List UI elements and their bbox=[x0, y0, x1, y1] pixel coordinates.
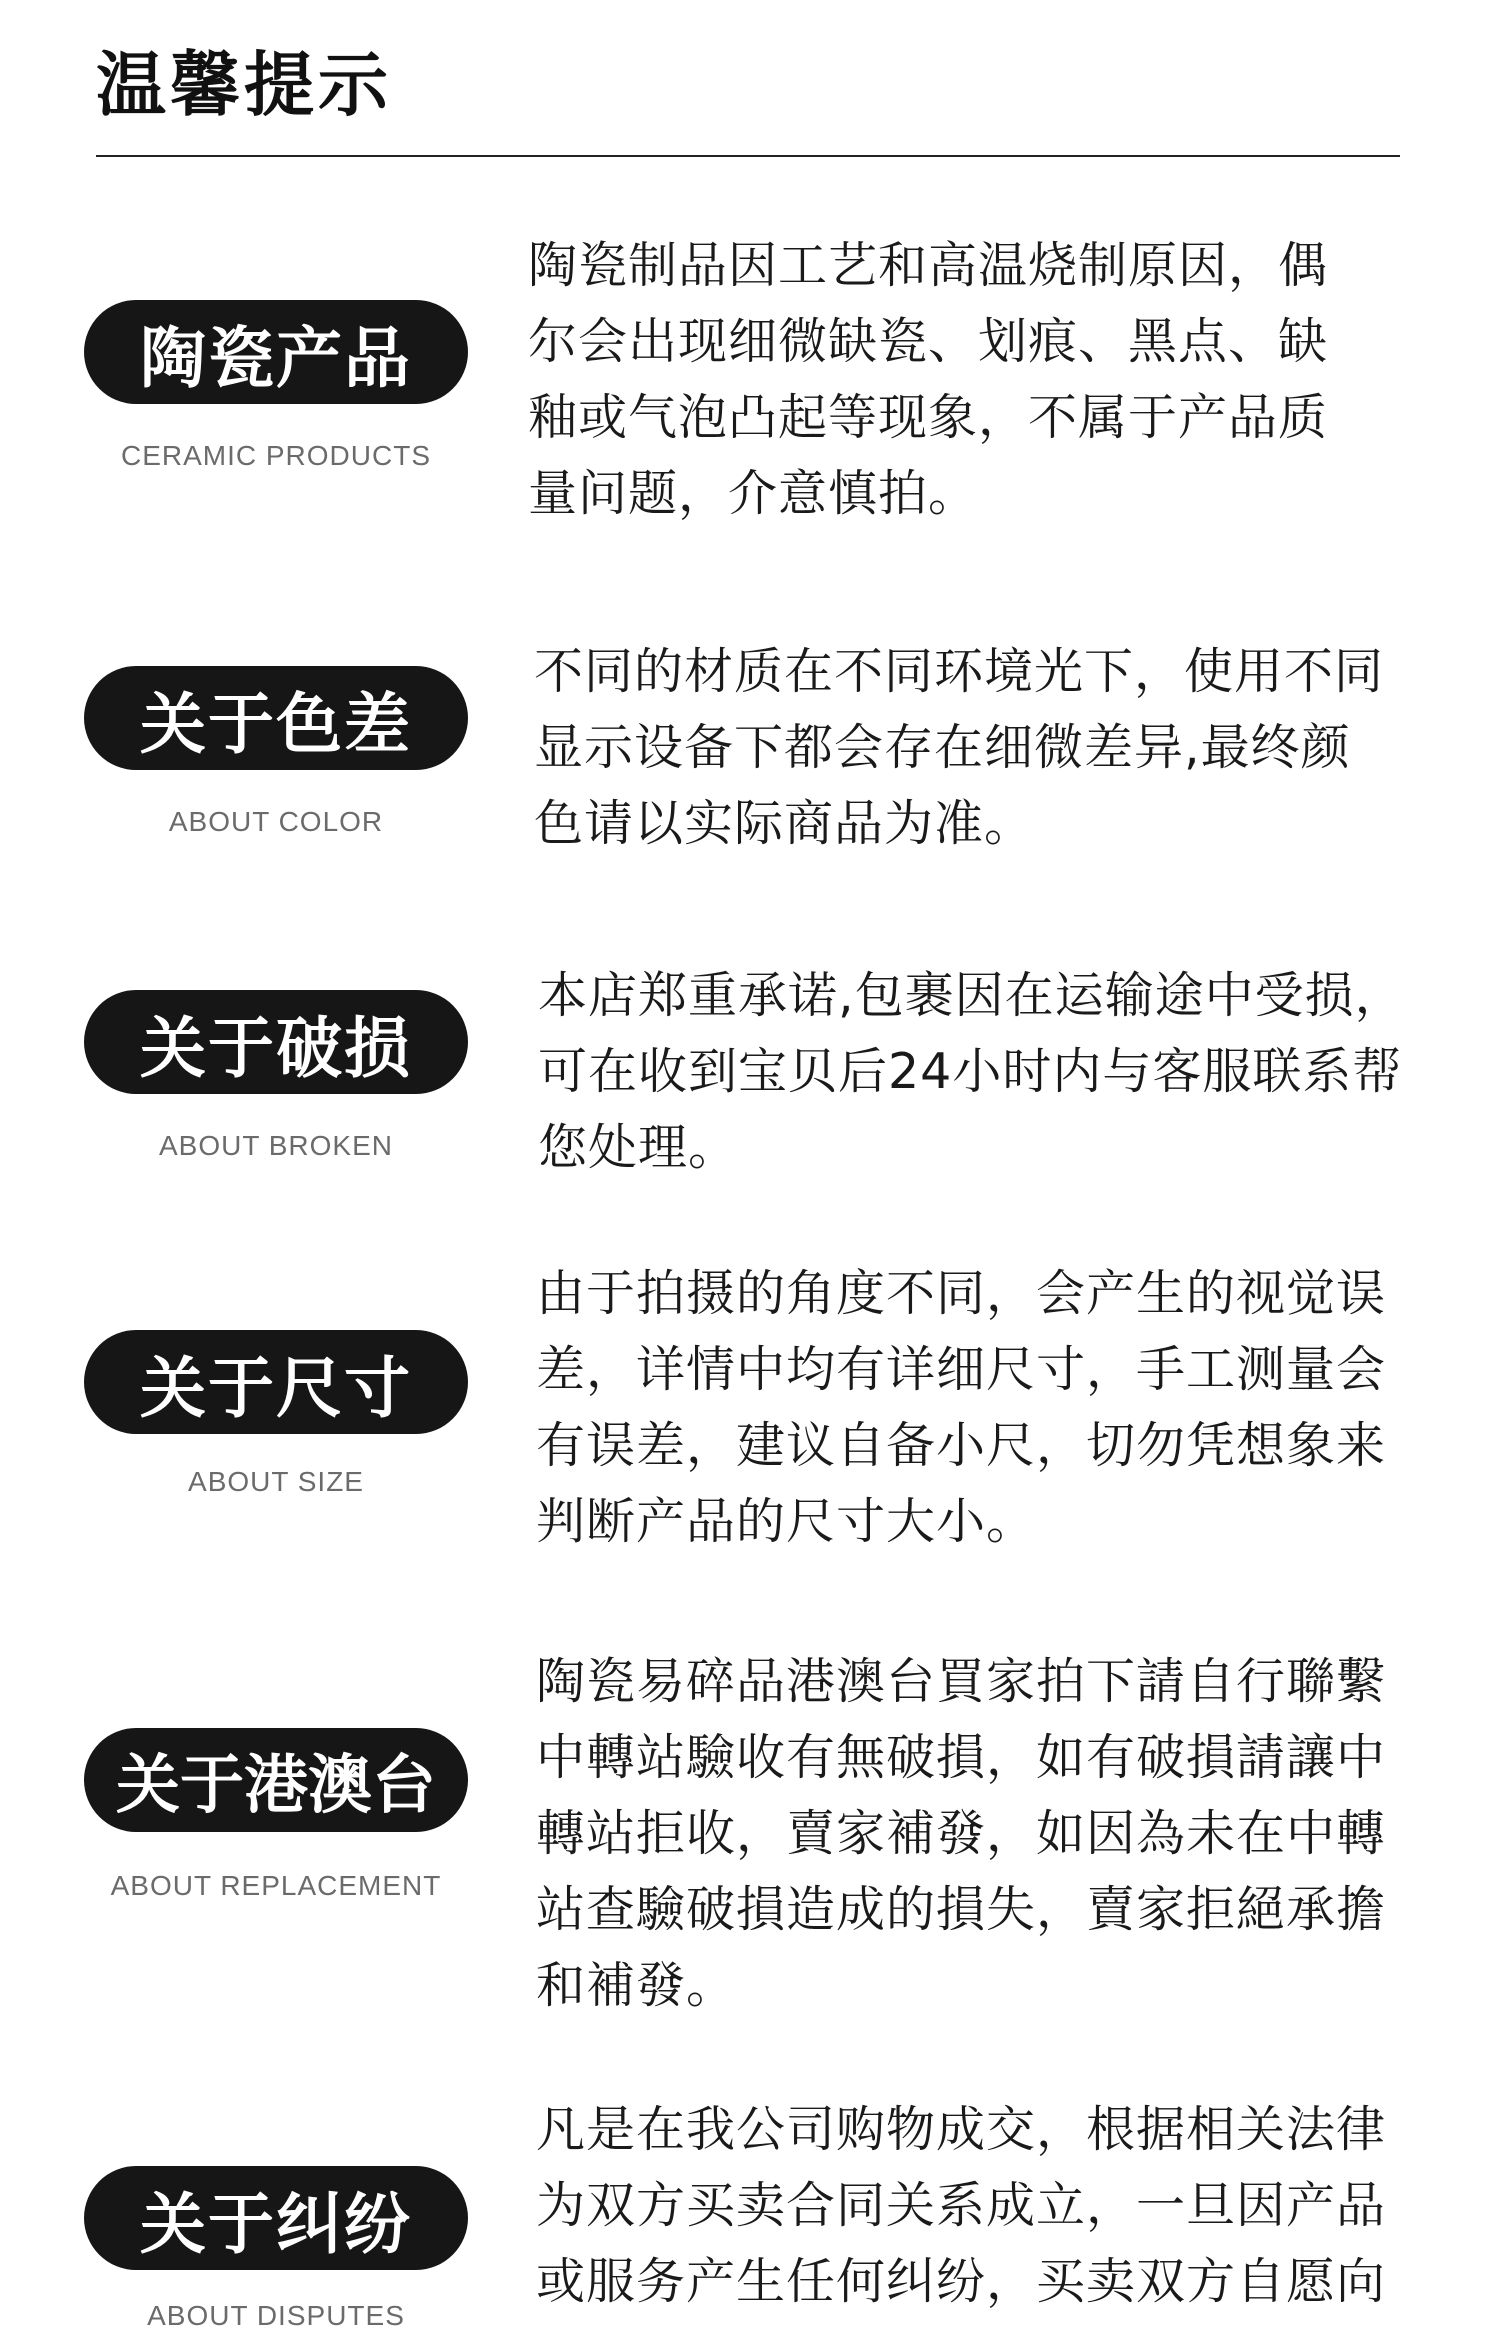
section-label-pill: 关于尺寸 bbox=[84, 1330, 468, 1434]
section-label-pill: 关于纠纷 bbox=[84, 2166, 468, 2270]
section-subtitle: ABOUT DISPUTES bbox=[147, 2300, 405, 2331]
title-divider bbox=[96, 155, 1400, 157]
section-subtitle: ABOUT COLOR bbox=[168, 806, 384, 837]
section-description: 凡是在我公司购物成交，根据相关法律为双方买卖合同关系成立，一旦因产品或服务产生任何纠纷，买卖双方自愿向 bbox=[536, 2101, 1387, 2310]
section-subtitle: ABOUT REPLACEMENT bbox=[110, 1870, 442, 1901]
section-subtitle: ABOUT BROKEN bbox=[159, 1130, 393, 1161]
section-subtitle: CERAMIC PRODUCTS bbox=[120, 440, 431, 471]
section-label-pill: 关于港澳台 bbox=[84, 1728, 468, 1832]
section-description: 由于拍摄的角度不同，会产生的视觉误差，详情中均有详细尺寸，手工测量会有误差，建议自备小尺，切勿凭想象来判断产品的尺寸大小。 bbox=[536, 1265, 1387, 1550]
section-description: 陶瓷制品因工艺和高温烧制原因，偶尔会出现细微缺瓷、划痕、黑点、缺釉或气泡凸起等现象，不属于产品质量问题，介意慎拍。 bbox=[528, 237, 1329, 522]
section-label-pill: 陶瓷产品 bbox=[84, 300, 468, 404]
section-description: 本店郑重承诺,包裹因在运输途中受损，可在收到宝贝后24小时内与客服联系帮您处理。 bbox=[538, 967, 1405, 1176]
section-description: 陶瓷易碎品港澳台買家拍下請自行聯繫中轉站驗收有無破損，如有破損請讓中轉站拒收，賣家補發，如因為未在中轉站查驗破損造成的損失，賣家拒絕承擔和補發。 bbox=[536, 1653, 1387, 2014]
section-label-pill: 关于色差 bbox=[84, 666, 468, 770]
page-title: 温馨提示 bbox=[96, 44, 392, 126]
section-description: 不同的材质在不同环境光下，使用不同显示设备下都会存在细微差异,最终颜色请以实际商品为准。 bbox=[534, 643, 1385, 852]
section-subtitle: ABOUT SIZE bbox=[188, 1466, 364, 1497]
section-label-pill: 关于破损 bbox=[84, 990, 468, 1094]
